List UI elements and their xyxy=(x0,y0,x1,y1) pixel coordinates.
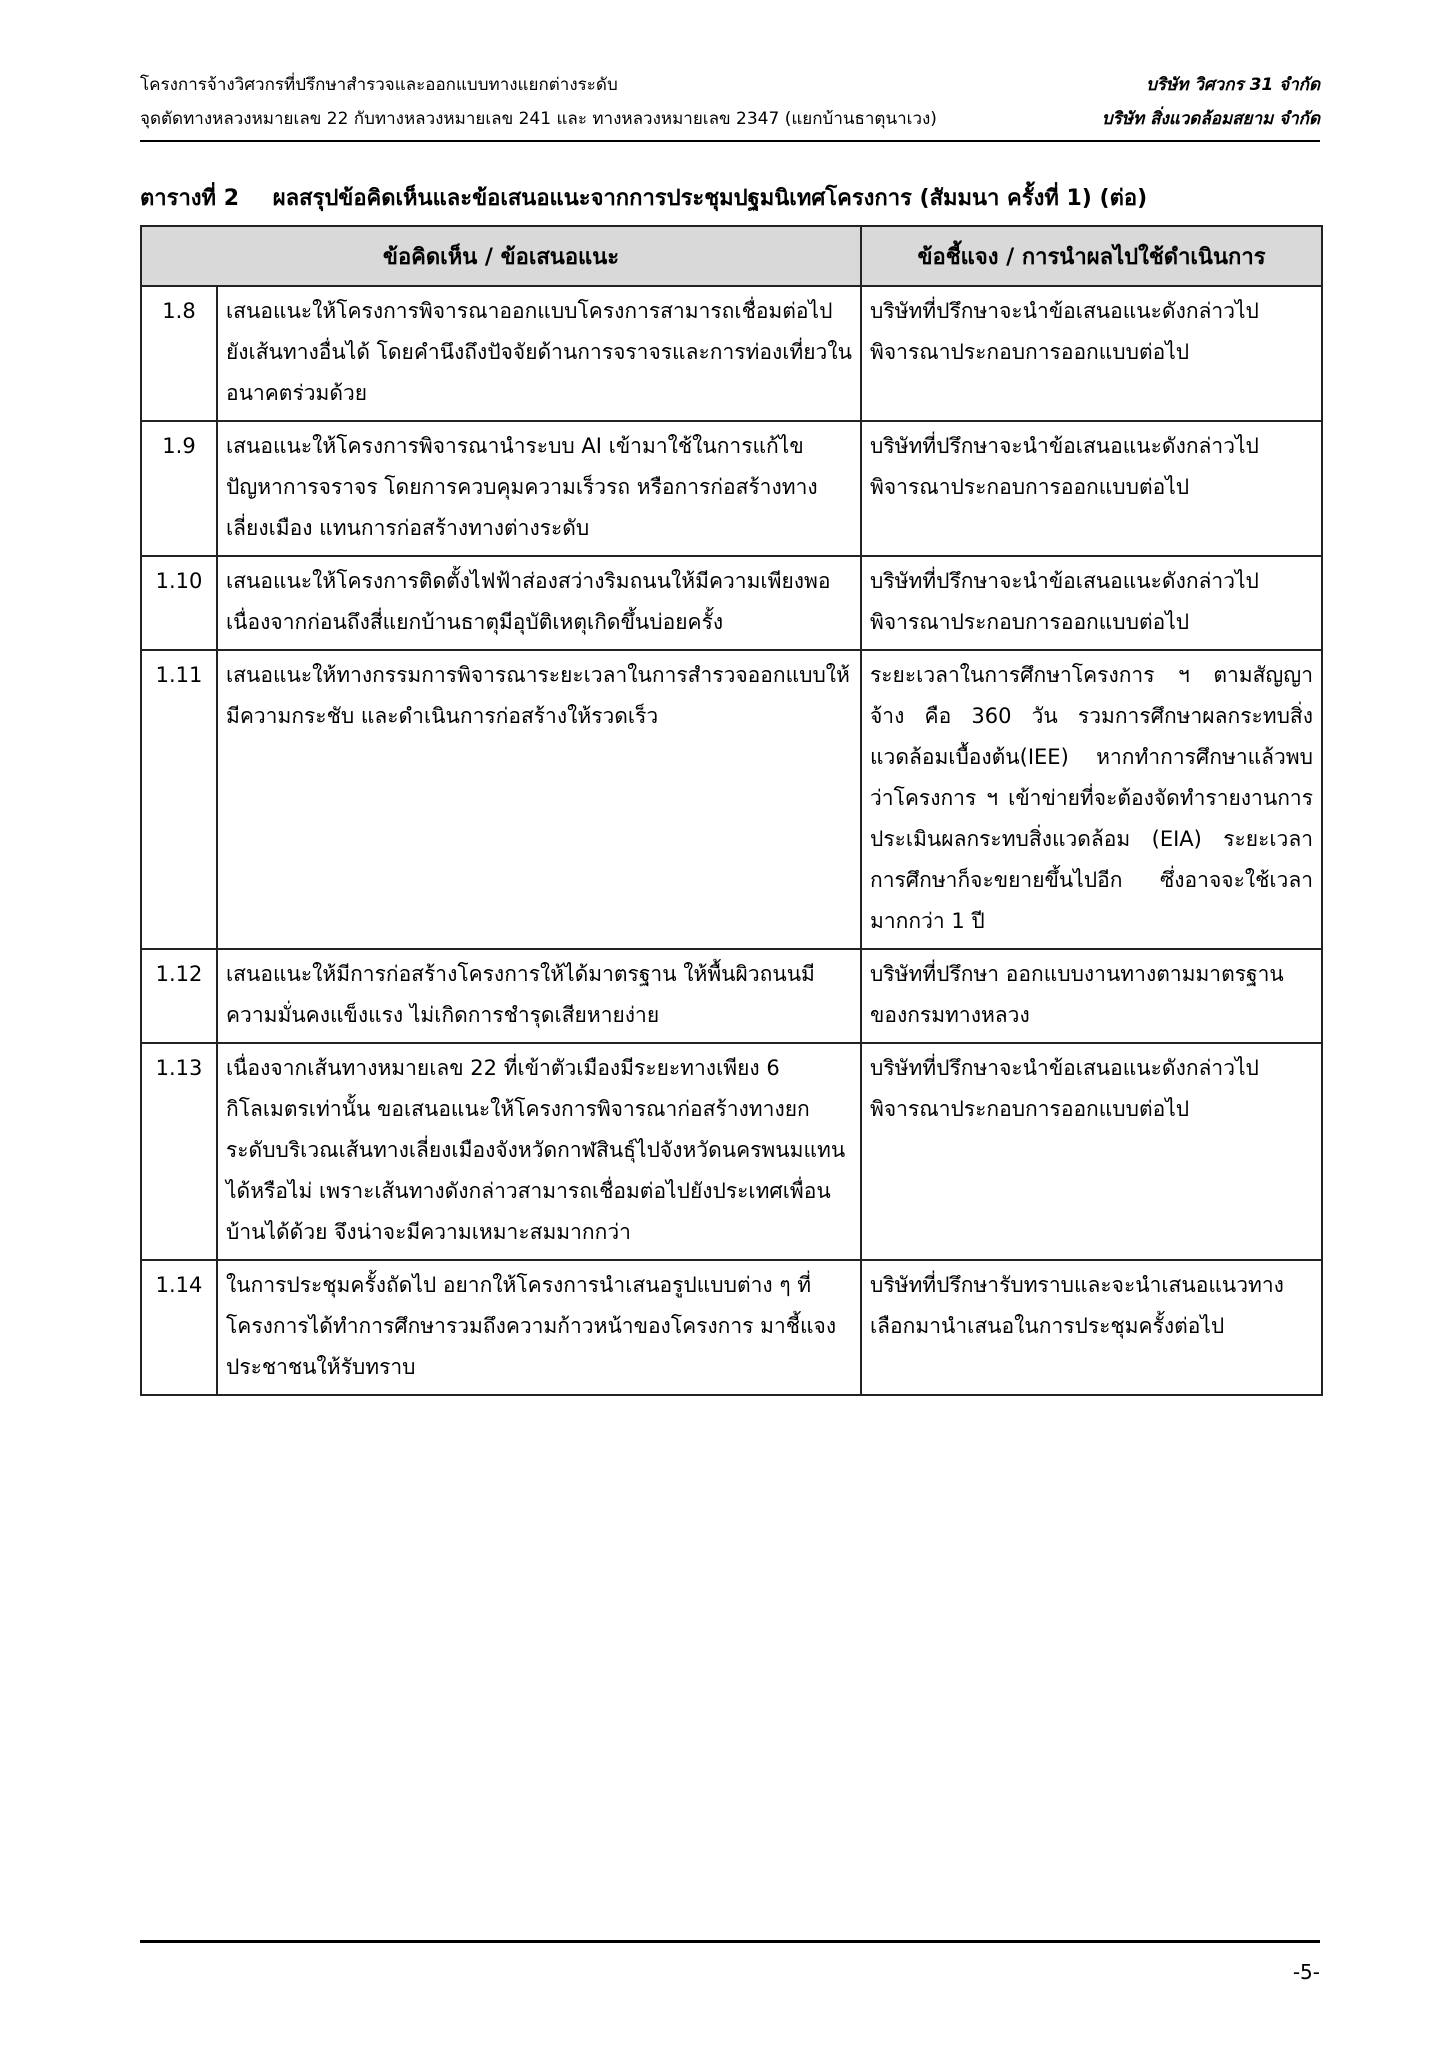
response-column-header: ข้อชี้แจง / การนำผลไปใช้ดำเนินการ xyxy=(861,226,1322,286)
row-number: 1.9 xyxy=(141,421,217,556)
row-number: 1.13 xyxy=(141,1043,217,1260)
project-title-line-2: จุดตัดทางหลวงหมายเลข 22 กับทางหลวงหมายเลข 241 และ ทางหลวงหมายเลข 2347 (แยกบ้านธาตุนาเวง) xyxy=(140,109,937,129)
row-number: 1.10 xyxy=(141,556,217,650)
row-comment: เนื่องจากเส้นทางหมายเลข 22 ที่เข้าตัวเมืองมีระยะทางเพียง 6 กิโลเมตรเท่านั้น ขอเสนอแนะให้โครงการพิจารณาก่อสร้างทางยกระดับบริเวณเส้นทางเลี่ยงเมืองจังหวัดกาฬสินธุ์ไปจังหวัดนครพนมแทนได้หรือไม่ เพราะเส้นทางดังกล่าวสามารถเชื่อมต่อไปยังประเทศเพื่อนบ้านได้ด้วย จึงน่าจะมีความเหมาะสมมากกว่า xyxy=(217,1043,861,1260)
table-number: ตารางที่ 2 xyxy=(140,186,240,211)
comment-column-header: ข้อคิดเห็น / ข้อเสนอแนะ xyxy=(141,226,861,286)
row-comment: เสนอแนะให้โครงการพิจารณาออกแบบโครงการสามารถเชื่อมต่อไปยังเส้นทางอื่นได้ โดยคำนึงถึงปัจจัยด้านการจราจรและการท่องเที่ยวในอนาคตร่วมด้วย xyxy=(217,286,861,421)
project-title-line-1: โครงการจ้างวิศวกรที่ปรึกษาสำรวจและออกแบบทางแยกต่างระดับ xyxy=(140,75,618,95)
table-row xyxy=(141,556,1322,650)
company-block xyxy=(990,68,1320,136)
row-response: บริษัทที่ปรึกษา ออกแบบงานทางตามมาตรฐานของกรมทางหลวง xyxy=(861,949,1322,1043)
row-comment: ในการประชุมครั้งถัดไป อยากให้โครงการนำเสนอรูปแบบต่าง ๆ ที่โครงการได้ทำการศึกษารวมถึงความก้าวหน้าของโครงการ มาชี้แจงประชาชนให้รับทราบ xyxy=(217,1260,861,1395)
row-response: บริษัทที่ปรึกษาจะนำข้อเสนอแนะดังกล่าวไปพิจารณาประกอบการออกแบบต่อไป xyxy=(861,1043,1322,1260)
row-comment: เสนอแนะให้โครงการพิจารณานำระบบ AI เข้ามาใช้ในการแก้ไขปัญหาการจราจร โดยการควบคุมความเร็วรถ หรือการก่อสร้างทางเลี่ยงเมือง แทนการก่อสร้างทางต่างระดับ xyxy=(217,421,861,556)
table-header-row xyxy=(141,226,1322,286)
row-number: 1.8 xyxy=(141,286,217,421)
table-row xyxy=(141,650,1322,949)
row-number: 1.11 xyxy=(141,650,217,949)
row-number: 1.14 xyxy=(141,1260,217,1395)
row-response: ระยะเวลาในการศึกษาโครงการ ฯ ตามสัญญาจ้าง คือ 360 วัน รวมการศึกษาผลกระทบสิ่งแวดล้อมเบื้องต้น(IEE) หากทำการศึกษาแล้วพบว่าโครงการ ฯ เข้าข่ายที่จะต้องจัดทำรายงานการประเมินผลกระทบสิ่งแวดล้อม (EIA) ระยะเวลาการศึกษาก็จะขยายขึ้นไปอีก ซึ่งอาจจะใช้เวลามากกว่า 1 ปี xyxy=(861,650,1322,949)
row-comment: เสนอแนะให้ทางกรรมการพิจารณาระยะเวลาในการสำรวจออกแบบให้มีความกระชับ และดำเนินการก่อสร้างให้รวดเร็ว xyxy=(217,650,861,949)
table-row xyxy=(141,421,1322,556)
footer-divider xyxy=(140,1940,1320,1943)
table-row xyxy=(141,1043,1322,1260)
table-row xyxy=(141,286,1322,421)
page-header xyxy=(140,68,1320,138)
table-row xyxy=(141,949,1322,1043)
table-title: ผลสรุปข้อคิดเห็นและข้อเสนอแนะจากการประชุมปฐมนิเทศโครงการ (สัมมนา ครั้งที่ 1) (ต่อ) xyxy=(272,186,1148,211)
header-divider xyxy=(140,140,1320,142)
row-comment: เสนอแนะให้โครงการติดตั้งไฟฟ้าส่องสว่างริมถนนให้มีความเพียงพอ เนื่องจากก่อนถึงสี่แยกบ้านธาตุมีอุบัติเหตุเกิดขึ้นบ่อยครั้ง xyxy=(217,556,861,650)
table-row xyxy=(141,1260,1322,1395)
page-number: -5- xyxy=(1292,1960,1320,1984)
company-name-1: บริษัท วิศวกร 31 จำกัด xyxy=(1146,75,1320,95)
row-response: บริษัทที่ปรึกษาจะนำข้อเสนอแนะดังกล่าวไปพิจารณาประกอบการออกแบบต่อไป xyxy=(861,556,1322,650)
row-comment: เสนอแนะให้มีการก่อสร้างโครงการให้ได้มาตรฐาน ให้พื้นผิวถนนมีความมั่นคงแข็งแรง ไม่เกิดการชำรุดเสียหายง่าย xyxy=(217,949,861,1043)
company-name-2: บริษัท สิ่งแวดล้อมสยาม จำกัด xyxy=(1101,109,1320,129)
project-title-block xyxy=(140,68,1020,136)
row-response: บริษัทที่ปรึกษารับทราบและจะนำเสนอแนวทางเลือกมานำเสนอในการประชุมครั้งต่อไป xyxy=(861,1260,1322,1395)
comments-table xyxy=(140,225,1323,1396)
row-response: บริษัทที่ปรึกษาจะนำข้อเสนอแนะดังกล่าวไปพิจารณาประกอบการออกแบบต่อไป xyxy=(861,421,1322,556)
row-response: บริษัทที่ปรึกษาจะนำข้อเสนอแนะดังกล่าวไปพิจารณาประกอบการออกแบบต่อไป xyxy=(861,286,1322,421)
row-number: 1.12 xyxy=(141,949,217,1043)
table-caption xyxy=(140,180,1320,215)
